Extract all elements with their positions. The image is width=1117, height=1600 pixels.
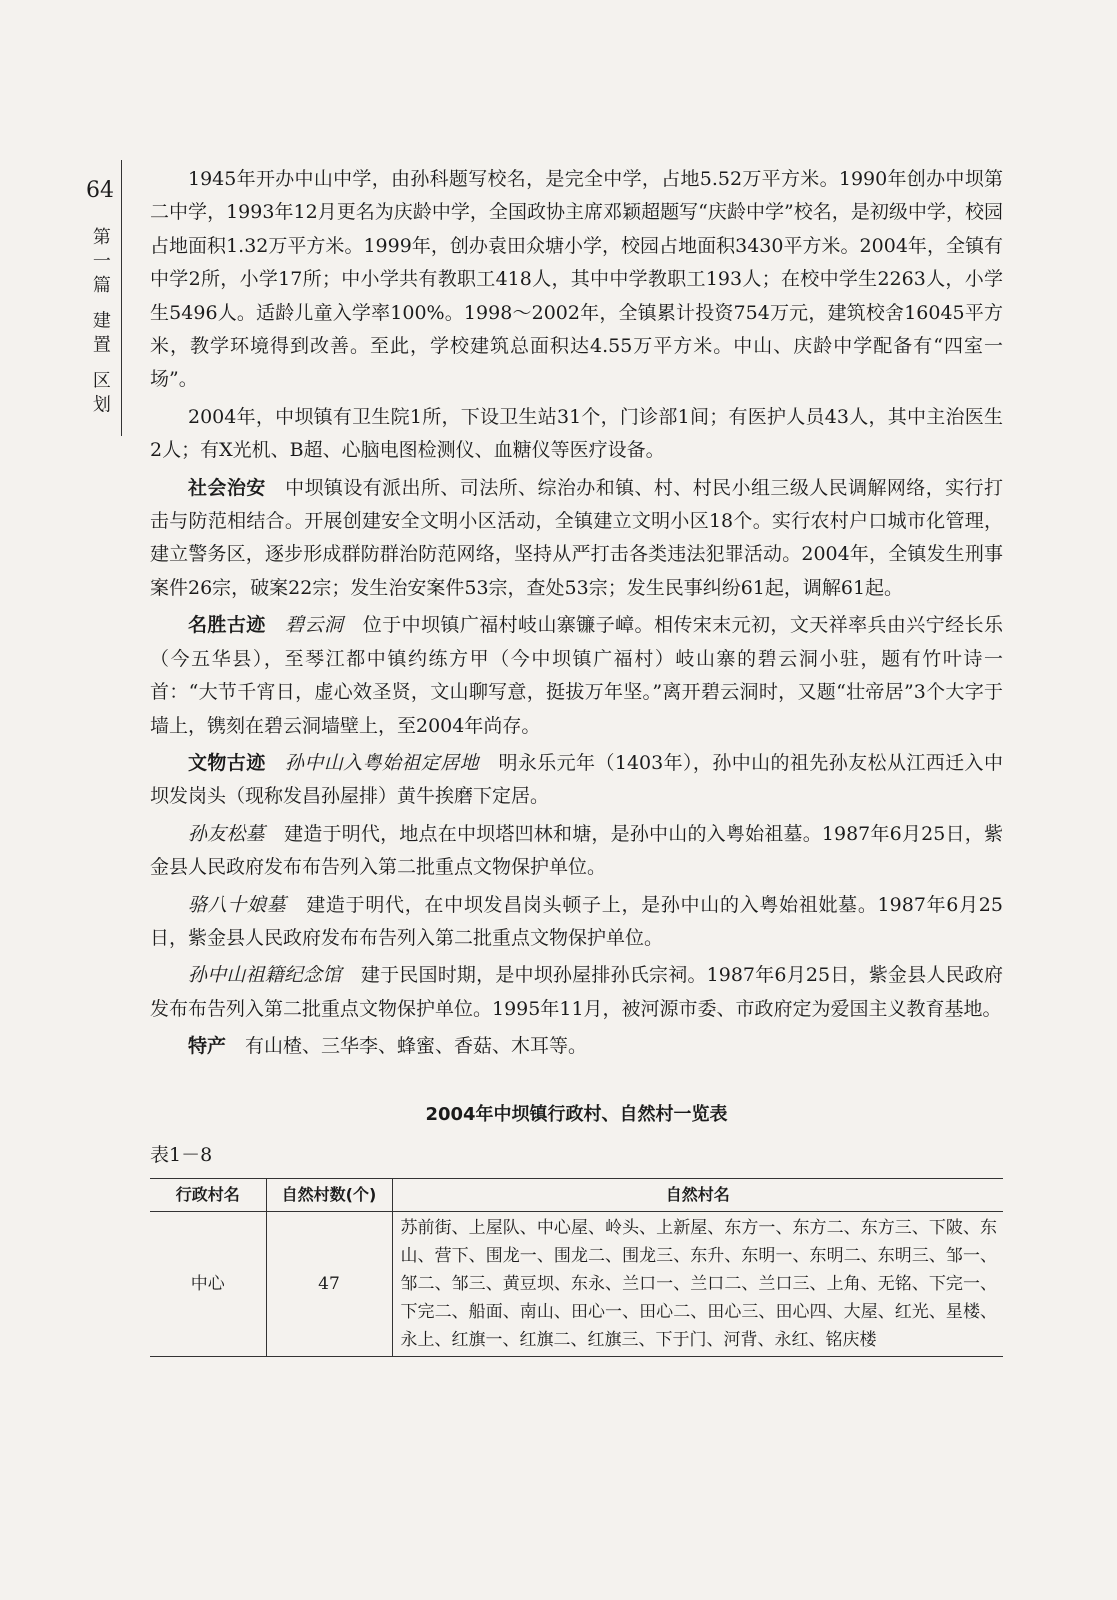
paragraph xyxy=(150,401,1003,468)
table-header-cell: 自然村数(个) xyxy=(266,1179,392,1212)
paragraph xyxy=(150,472,1003,606)
paragraph xyxy=(150,163,1003,397)
section-heading: 特产 xyxy=(188,1035,227,1058)
subsection-heading: 骆八十娘墓 xyxy=(188,893,287,916)
paragraph-text: 位于中坝镇广福村岐山寨镰子嶂。相传宋末元初，文天祥率兵由兴宁经长乐（今五华县），至琴江都中镇约练方甲（今中坝镇广福村）岐山寨的碧云洞小驻，题有竹叶诗一首：“大节千宵日，虚心效圣贤，文山聊写意，挺拔万年坚。”离开碧云洞时，又题“壮帝居”3个大字于墙上，镌刻在碧云洞墙壁上，至2004年尚存。 xyxy=(150,614,1003,737)
body-text xyxy=(150,163,1003,1064)
paragraph-text: 明永乐元年（1403年），孙中山的祖先孙友松从江西迁入中坝发岗头（现称发昌孙屋排）黄牛挨磨下定居。 xyxy=(150,751,1003,808)
section-heading: 名胜古迹 xyxy=(188,614,266,637)
paragraph-text: 有山楂、三华李、蜂蜜、香菇、木耳等。 xyxy=(245,1035,588,1058)
paragraph-text: 中坝镇设有派出所、司法所、综治办和镇、村、村民小组三级人民调解网络，实行打击与防范相结合。开展创建安全文明小区活动，全镇建立文明小区18个。实行农村户口城市化管理，建立警务区，逐步形成群防群治防范网络，坚持从严打击各类违法犯罪活动。2004年，全镇发生刑事案件26宗，破案22宗；发生治安案件53宗，查处53宗；发生民事纠纷61起，调解61起。 xyxy=(150,476,1003,599)
page-margin xyxy=(78,178,122,422)
table-row xyxy=(150,1212,1003,1357)
village-table xyxy=(150,1178,1003,1357)
subsection-heading: 碧云洞 xyxy=(285,614,344,637)
subsection-heading: 孙中山入粤始祖定居地 xyxy=(285,751,480,774)
page-body xyxy=(150,163,1003,1357)
paragraph xyxy=(150,889,1003,956)
table-number: 表1－8 xyxy=(150,1143,213,1166)
paragraph-text: 1945年开办中山中学，由孙科题写校名，是完全中学，占地5.52万平方米。1990年创办中坝第二中学，1993年12月更名为庆龄中学，全国政协主席邓颖超题写“庆龄中学”校名，是初级中学，校园占地面积1.32万平方米。1999年，创办袁田众塘小学，校园占地面积3430平方米。2004年，全镇有中学2所，小学17所；中小学共有教职工418人，其中中学教职工193人；在校中学生2263人，小学生5496人。适龄儿童入学率100%。1998～2002年，全镇累计投资754万元，建筑校舍16045平方米，教学环境得到改善。至此，学校建筑总面积达4.55万平方米。中山、庆龄中学配备有“四室一场”。 xyxy=(150,168,1003,391)
table-title: 2004年中坝镇行政村、自然村一览表 xyxy=(425,1103,728,1125)
margin-rule xyxy=(121,160,122,436)
section-heading: 文物古迹 xyxy=(188,751,266,774)
village-name-cell: 中心 xyxy=(150,1212,266,1357)
subsection-heading: 孙中山祖籍纪念馆 xyxy=(188,964,342,987)
subsection-heading: 孙友松墓 xyxy=(188,822,265,845)
village-count-cell: 47 xyxy=(266,1212,392,1357)
table-header-cell: 行政村名 xyxy=(150,1179,266,1212)
paragraph xyxy=(150,1030,1003,1063)
section-heading: 社会治安 xyxy=(188,476,266,499)
page-number: 64 xyxy=(86,178,114,203)
paragraph-text: 2004年，中坝镇有卫生院1所，下设卫生站31个，门诊部1间；有医护人员43人，其中主治医生2人；有X光机、B超、心脑电图检测仪、血糖仪等医疗设备。 xyxy=(150,405,1003,462)
paragraph xyxy=(150,959,1003,1026)
paragraph-text: 建造于明代，在中坝发昌岗头顿子上，是孙中山的入粤始祖妣墓。1987年6月25日，紫金县人民政府发布布告列入第二批重点文物保护单位。 xyxy=(150,893,1003,949)
natural-villages-cell: 苏前街、上屋队、中心屋、岭头、上新屋、东方一、东方二、东方三、下陂、东山、营下、围龙一、围龙二、围龙三、东升、东明一、东明二、东明三、邹一、邹二、邹三、黄豆坝、东永、兰口一、兰口二、兰口三、上角、无铭、下完一、下完二、船面、南山、田心一、田心二、田心三、田心四、大屋、红光、星楼、永上、红旗一、红旗二、红旗三、下于门、河背、永红、铭庆楼 xyxy=(392,1212,1003,1357)
table-header-cell: 自然村名 xyxy=(392,1179,1003,1212)
paragraph xyxy=(150,747,1003,814)
paragraph-text: 建于民国时期，是中坝孙屋排孙氏宗祠。1987年6月25日，紫金县人民政府发布布告列入第二批重点文物保护单位。1995年11月，被河源市委、市政府定为爱国主义教育基地。 xyxy=(150,964,1003,1020)
paragraph xyxy=(150,818,1003,885)
section-tag: 第一篇 建置 区划 xyxy=(89,227,111,419)
paragraph xyxy=(150,609,1003,743)
table-header-row xyxy=(150,1179,1003,1212)
paragraph-text: 建造于明代，地点在中坝塔凹林和塘，是孙中山的入粤始祖墓。1987年6月25日，紫金县人民政府发布布告列入第二批重点文物保护单位。 xyxy=(150,822,1003,879)
